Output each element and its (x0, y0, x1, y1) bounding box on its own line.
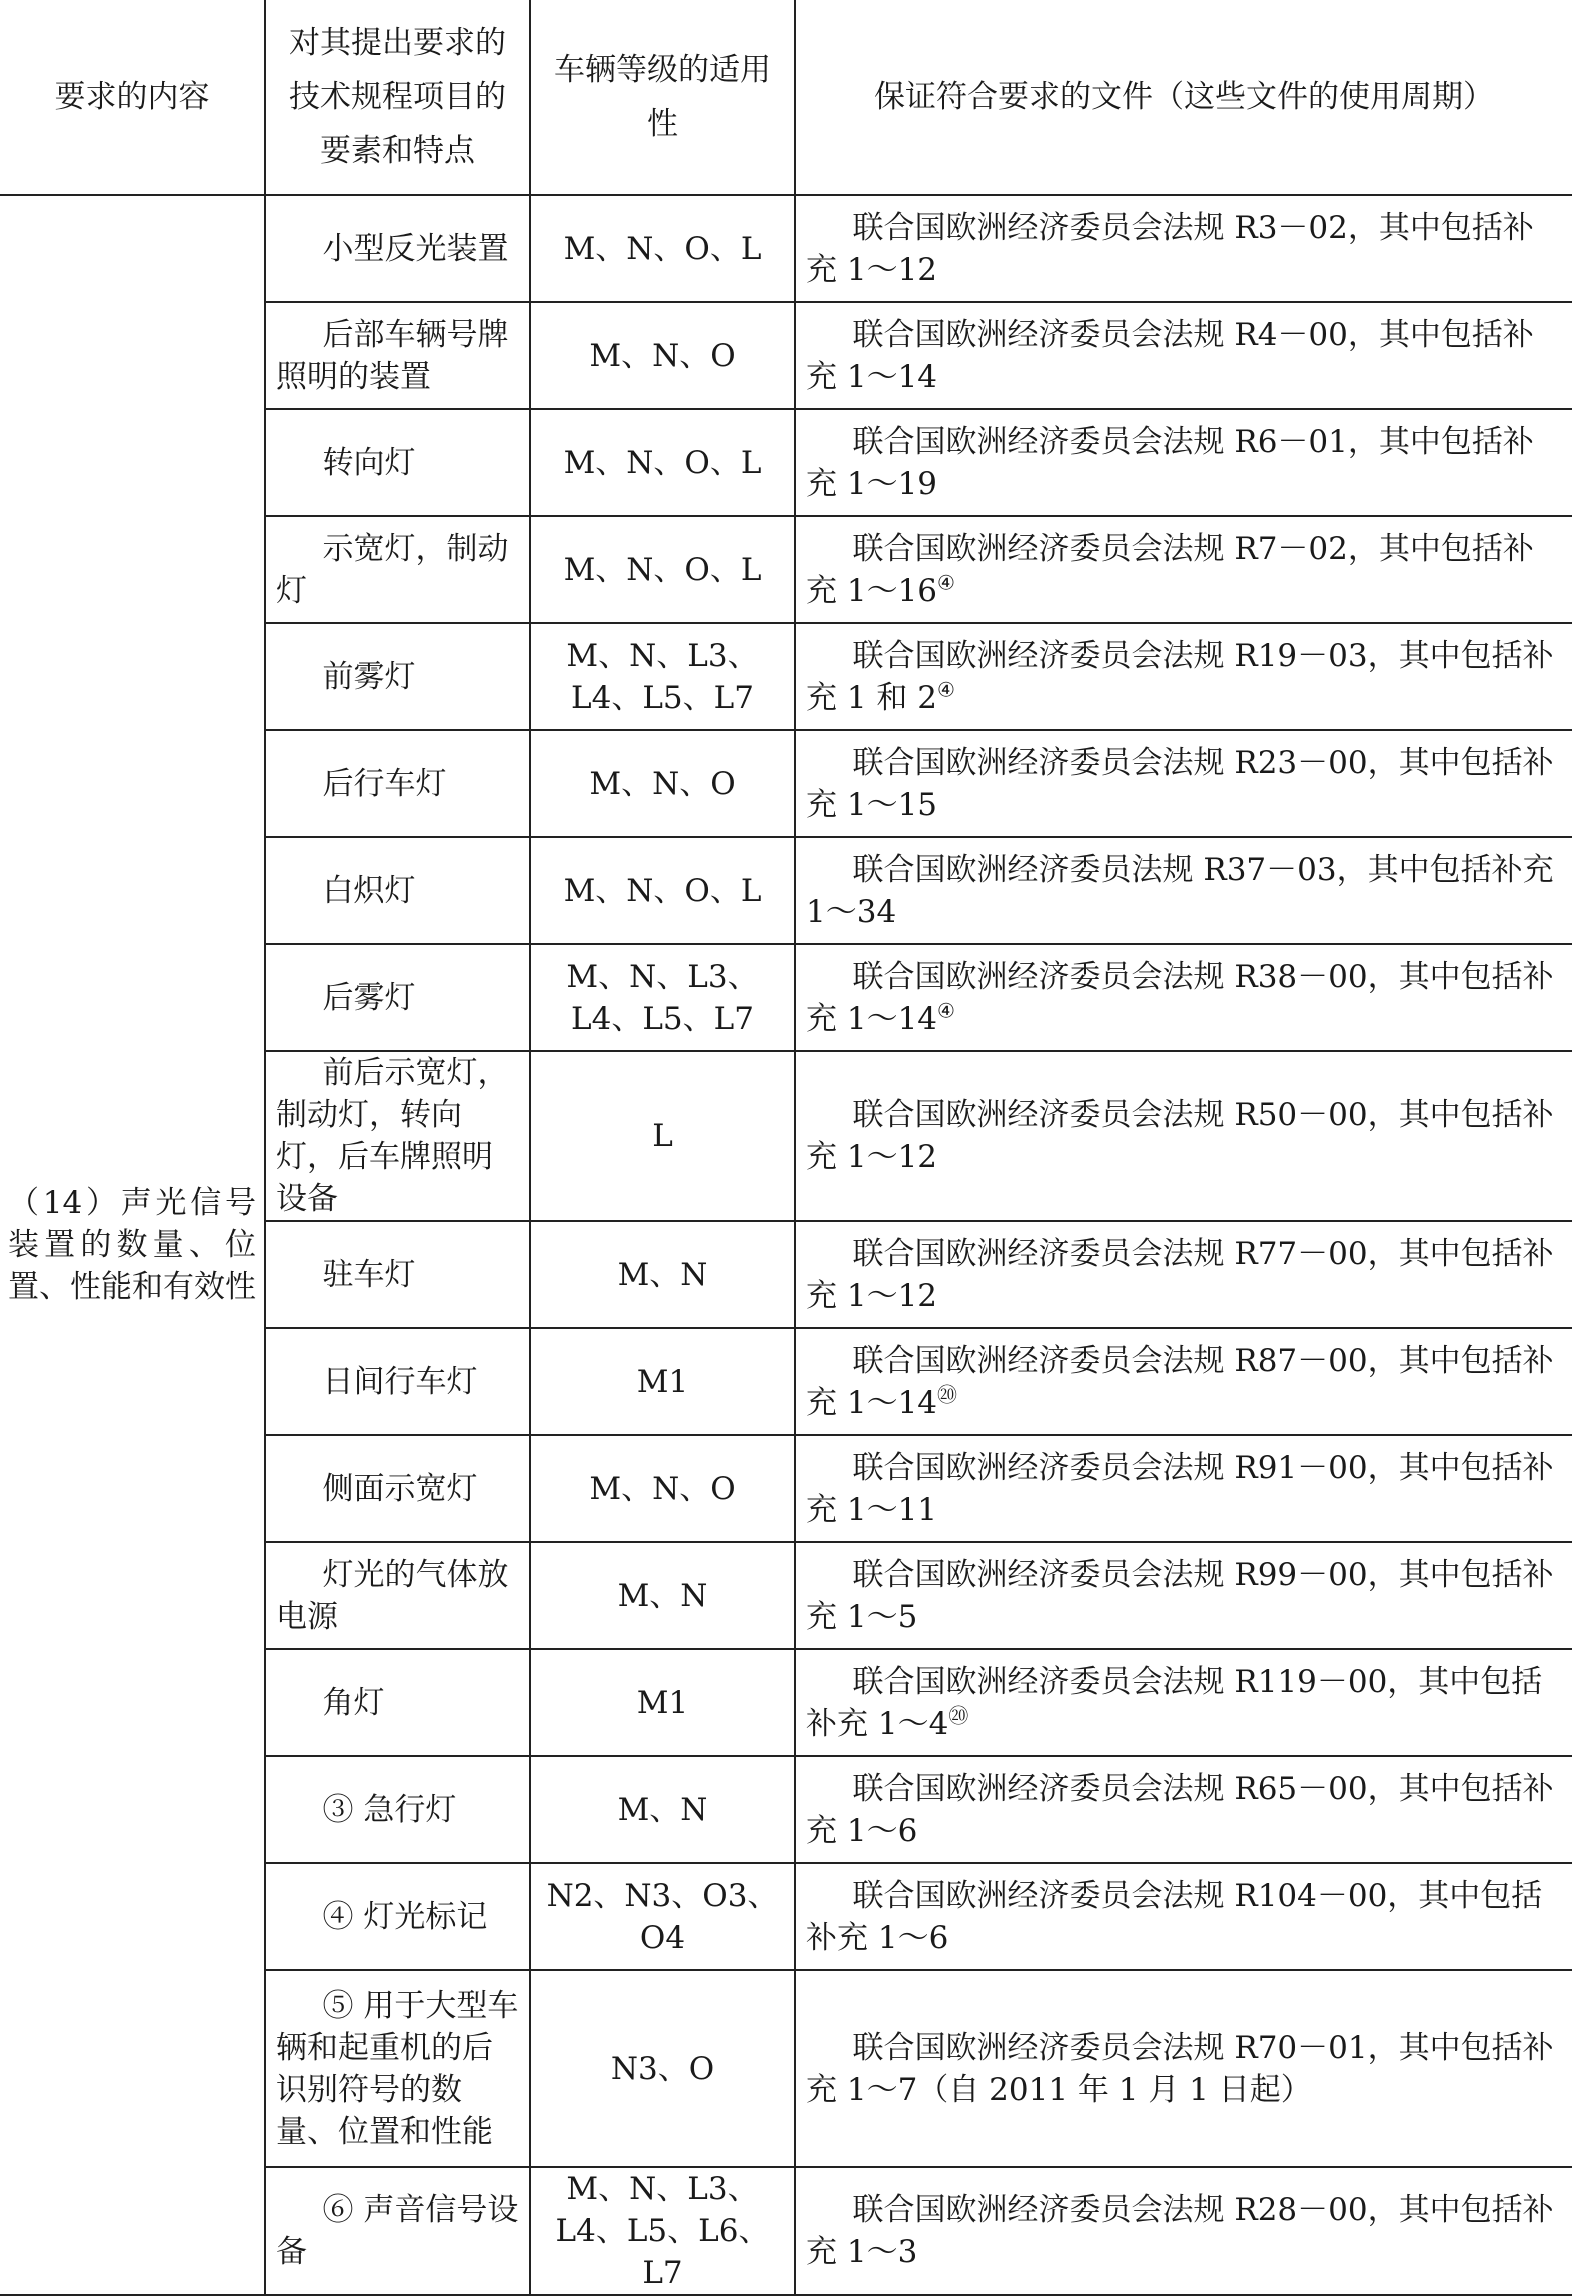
item-name: 小型反光装置 (322, 230, 509, 267)
header-vehicle-class: 车辆等级的适用性 (530, 0, 795, 195)
doc-text: 联合国欧洲经济委员法规 R37－03，其中包括补充 1～34 (806, 851, 1554, 930)
doc-text: 联合国欧洲经济委员会法规 R50－00，其中包括补充 1～12 (806, 1097, 1554, 1175)
doc-text: 联合国欧洲经济委员会法规 R91－00，其中包括补充 1～11 (806, 1449, 1554, 1528)
item-name: ⑤ 用于大型车辆和起重机的后识别符号的数量、位置和性能 (276, 1987, 519, 2150)
doc-text: 联合国欧洲经济委员会法规 R77－00，其中包括补充 1～12 (806, 1235, 1554, 1314)
doc-text: 联合国欧洲经济委员会法规 R119－00，其中包括补充 1～4 (806, 1663, 1543, 1742)
item-name: 前雾灯 (322, 658, 416, 695)
item-name: 前后示宽灯，制动灯，转向灯，后车牌照明设备 (276, 1055, 509, 1217)
vehicle-class: M、N、O、L (530, 516, 795, 623)
footnote-mark: ④ (937, 570, 955, 595)
footnote-mark: ④ (937, 677, 955, 702)
doc-text: 联合国欧洲经济委员会法规 R87－00，其中包括补充 1～14 (806, 1342, 1554, 1421)
vehicle-class: M、N、O、L (530, 195, 795, 302)
vehicle-class: M、N、L3、L4、L5、L6、L7 (530, 2167, 795, 2295)
doc-text: 联合国欧洲经济委员会法规 R104－00，其中包括补充 1～6 (806, 1877, 1543, 1956)
doc-text: 联合国欧洲经济委员会法规 R3－02，其中包括补充 1～12 (806, 209, 1534, 288)
vehicle-class: M、N、O、L (530, 409, 795, 516)
vehicle-class: M、N、O (530, 1435, 795, 1542)
header-requirement: 要求的内容 (0, 0, 265, 195)
item-name: ⑥ 声音信号设备 (276, 2192, 519, 2270)
item-name: 后部车辆号牌照明的装置 (276, 316, 509, 395)
footnote-mark: ⑳ (937, 1382, 958, 1407)
vehicle-class: M、N、L3、L4、L5、L7 (530, 623, 795, 730)
vehicle-class: M、N (530, 1756, 795, 1863)
doc-text: 联合国欧洲经济委员会法规 R99－00，其中包括补充 1～5 (806, 1556, 1554, 1635)
table-body (0, 195, 1572, 2295)
doc-text: 联合国欧洲经济委员会法规 R38－00，其中包括补充 1～14 (806, 958, 1554, 1037)
item-name: 后雾灯 (322, 979, 416, 1016)
header-document: 保证符合要求的文件（这些文件的使用周期） (795, 0, 1572, 195)
table-row (0, 195, 1572, 302)
vehicle-class: M、N、O、L (530, 837, 795, 944)
vehicle-class: N3、O (530, 1970, 795, 2167)
footnote-mark: ④ (937, 998, 955, 1023)
doc-text: 联合国欧洲经济委员会法规 R23－00，其中包括补充 1～15 (806, 744, 1554, 823)
item-name: 转向灯 (322, 444, 416, 481)
vehicle-class: L (530, 1051, 795, 1221)
footnote-mark: ⑳ (948, 1703, 969, 1728)
vehicle-class: M、N、O (530, 730, 795, 837)
doc-text: 联合国欧洲经济委员会法规 R19－03，其中包括补充 1 和 2 (806, 637, 1554, 716)
item-name: 灯光的气体放电源 (276, 1556, 509, 1635)
vehicle-class: M、N (530, 1542, 795, 1649)
item-name: 角灯 (322, 1684, 385, 1721)
doc-text: 联合国欧洲经济委员会法规 R70－01，其中包括补充 1～7（自 2011 年 1 月 1 日起） (806, 2029, 1554, 2108)
item-name: 侧面示宽灯 (322, 1470, 478, 1507)
doc-text: 联合国欧洲经济委员会法规 R28－00，其中包括补充 1～3 (806, 2192, 1554, 2270)
doc-text: 联合国欧洲经济委员会法规 R6－01，其中包括补充 1～19 (806, 423, 1534, 502)
item-name: 后行车灯 (322, 765, 447, 802)
item-name: ③ 急行灯 (322, 1791, 457, 1828)
vehicle-class: M1 (530, 1328, 795, 1435)
vehicle-class: M1 (530, 1649, 795, 1756)
item-name: 驻车灯 (322, 1256, 416, 1293)
vehicle-class: M、N (530, 1221, 795, 1328)
item-name: ④ 灯光标记 (322, 1898, 488, 1935)
item-name: 示宽灯，制动灯 (276, 530, 509, 609)
item-name: 日间行车灯 (322, 1363, 478, 1400)
item-name: 白炽灯 (322, 872, 416, 909)
vehicle-class: N2、N3、O3、O4 (530, 1863, 795, 1970)
table-header-row (0, 0, 1572, 195)
doc-text: 联合国欧洲经济委员会法规 R7－02，其中包括补充 1～16 (806, 530, 1534, 609)
requirement-cell: （14）声光信号装置的数量、位置、性能和有效性 (0, 195, 265, 2295)
vehicle-class: M、N、L3、L4、L5、L7 (530, 944, 795, 1051)
doc-text: 联合国欧洲经济委员会法规 R65－00，其中包括补充 1～6 (806, 1770, 1554, 1849)
doc-text: 联合国欧洲经济委员会法规 R4－00，其中包括补充 1～14 (806, 316, 1534, 395)
header-item: 对其提出要求的技术规程项目的要素和特点 (265, 0, 530, 195)
vehicle-class: M、N、O (530, 302, 795, 409)
